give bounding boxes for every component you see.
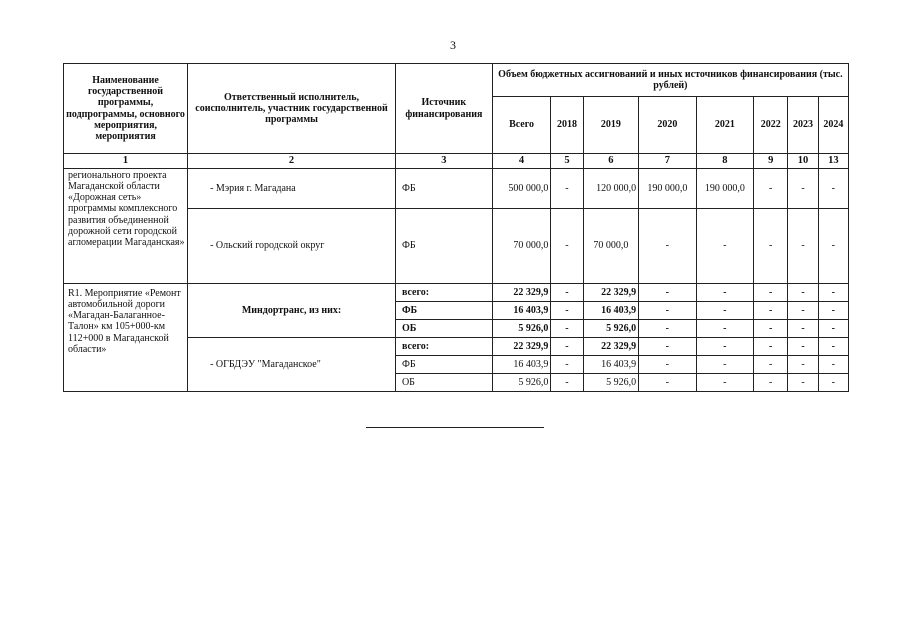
value-cell: - xyxy=(551,208,583,283)
measure-name-cell: R1. Мероприятие «Ремонт автомобильной дороги «Магадан-Балаганное-Талон» км 105+000-км 112+000 в Магаданской области» xyxy=(64,283,188,391)
header-year: 2022 xyxy=(754,97,788,154)
source-cell: ФБ xyxy=(395,208,492,283)
value-cell: - xyxy=(551,168,583,208)
value-cell: - xyxy=(551,337,583,355)
value-cell: - xyxy=(639,208,697,283)
source-cell: ФБ xyxy=(395,168,492,208)
value-cell: - xyxy=(551,301,583,319)
header-budget-group: Объем бюджетных ассигнований и иных источников финансирования (тыс. рублей) xyxy=(492,64,848,97)
header-total: Всего xyxy=(492,97,551,154)
value-cell: - xyxy=(639,337,697,355)
value-cell: - xyxy=(639,283,697,301)
value-cell: - xyxy=(788,301,818,319)
value-cell: - xyxy=(639,373,697,391)
value-cell: - xyxy=(696,208,754,283)
table-row xyxy=(64,283,849,301)
value-cell: 22 329,9 xyxy=(492,283,551,301)
value-cell: - xyxy=(551,355,583,373)
value-cell: - xyxy=(696,355,754,373)
source-cell: всего: xyxy=(395,337,492,355)
value-cell: - xyxy=(639,301,697,319)
budget-table xyxy=(63,63,849,392)
header-year: 2018 xyxy=(551,97,583,154)
source-cell: ФБ xyxy=(395,355,492,373)
value-cell: - xyxy=(788,168,818,208)
value-cell: 16 403,9 xyxy=(583,301,638,319)
source-cell: всего: xyxy=(395,283,492,301)
value-cell: - xyxy=(818,319,848,337)
column-number: 10 xyxy=(788,154,818,169)
column-number: 1 xyxy=(64,154,188,169)
table-row xyxy=(64,168,849,208)
value-cell: - xyxy=(551,373,583,391)
value-cell: 5 926,0 xyxy=(583,373,638,391)
column-number: 9 xyxy=(754,154,788,169)
value-cell: - xyxy=(696,301,754,319)
column-number: 8 xyxy=(696,154,754,169)
program-name-cell: регионального проекта Магаданской области «Дорожная сеть» программы комплексного развития объединенной дорожной сети городской агломерации Магаданская» xyxy=(64,168,188,283)
value-cell: - xyxy=(788,337,818,355)
value-cell: - xyxy=(754,355,788,373)
value-cell: 190 000,0 xyxy=(639,168,697,208)
value-cell: 70 000,0 xyxy=(492,208,551,283)
value-cell: 190 000,0 xyxy=(696,168,754,208)
value-cell: 120 000,0 xyxy=(583,168,638,208)
executor-cell: - Ольский городской округ xyxy=(188,208,396,283)
header-year: 2019 xyxy=(583,97,638,154)
value-cell: - xyxy=(696,319,754,337)
value-cell: - xyxy=(754,301,788,319)
header-year: 2020 xyxy=(639,97,697,154)
header-row xyxy=(64,64,849,97)
value-cell: - xyxy=(788,208,818,283)
value-cell: 70 000,0 xyxy=(583,208,638,283)
value-cell: - xyxy=(818,301,848,319)
footer-divider xyxy=(366,427,544,428)
header-executor: Ответственный исполнитель, соисполнитель, участник государственной программы xyxy=(188,64,396,154)
value-cell: - xyxy=(788,319,818,337)
header-year: 2024 xyxy=(818,97,848,154)
column-number: 2 xyxy=(188,154,396,169)
column-number: 4 xyxy=(492,154,551,169)
value-cell: - xyxy=(818,208,848,283)
column-number: 3 xyxy=(395,154,492,169)
value-cell: - xyxy=(696,283,754,301)
header-year: 2021 xyxy=(696,97,754,154)
executor-cell: - Мэрия г. Магадана xyxy=(188,168,396,208)
value-cell: 16 403,9 xyxy=(492,355,551,373)
source-cell: ОБ xyxy=(395,319,492,337)
value-cell: - xyxy=(788,355,818,373)
value-cell: 22 329,9 xyxy=(583,337,638,355)
value-cell: 22 329,9 xyxy=(492,337,551,355)
value-cell: - xyxy=(754,373,788,391)
value-cell: 5 926,0 xyxy=(583,319,638,337)
value-cell: - xyxy=(754,283,788,301)
header-year: 2023 xyxy=(788,97,818,154)
executor-cell: Миндортранс, из них: xyxy=(188,283,396,337)
value-cell: 16 403,9 xyxy=(492,301,551,319)
value-cell: - xyxy=(551,283,583,301)
column-number: 5 xyxy=(551,154,583,169)
value-cell: - xyxy=(818,283,848,301)
value-cell: 5 926,0 xyxy=(492,319,551,337)
column-number: 6 xyxy=(583,154,638,169)
column-number-row xyxy=(64,154,849,169)
value-cell: 16 403,9 xyxy=(583,355,638,373)
value-cell: 5 926,0 xyxy=(492,373,551,391)
column-number: 7 xyxy=(639,154,697,169)
value-cell: - xyxy=(639,355,697,373)
value-cell: - xyxy=(788,373,818,391)
value-cell: - xyxy=(818,337,848,355)
executor-cell: - ОГБДЭУ "Магаданское" xyxy=(188,337,396,391)
value-cell: - xyxy=(696,373,754,391)
source-cell: ОБ xyxy=(395,373,492,391)
value-cell: 500 000,0 xyxy=(492,168,551,208)
value-cell: - xyxy=(754,208,788,283)
value-cell: - xyxy=(818,373,848,391)
value-cell: - xyxy=(754,168,788,208)
value-cell: - xyxy=(754,319,788,337)
value-cell: 22 329,9 xyxy=(583,283,638,301)
value-cell: - xyxy=(818,168,848,208)
source-cell: ФБ xyxy=(395,301,492,319)
page-number: 3 xyxy=(450,38,456,52)
value-cell: - xyxy=(551,319,583,337)
value-cell: - xyxy=(818,355,848,373)
value-cell: - xyxy=(696,337,754,355)
value-cell: - xyxy=(754,337,788,355)
value-cell: - xyxy=(788,283,818,301)
header-source: Источник финансирования xyxy=(395,64,492,154)
column-number: 13 xyxy=(818,154,848,169)
value-cell: - xyxy=(639,319,697,337)
header-name: Наименование государственной программы, подпрограммы, основного мероприятия, мероприятия xyxy=(64,64,188,154)
